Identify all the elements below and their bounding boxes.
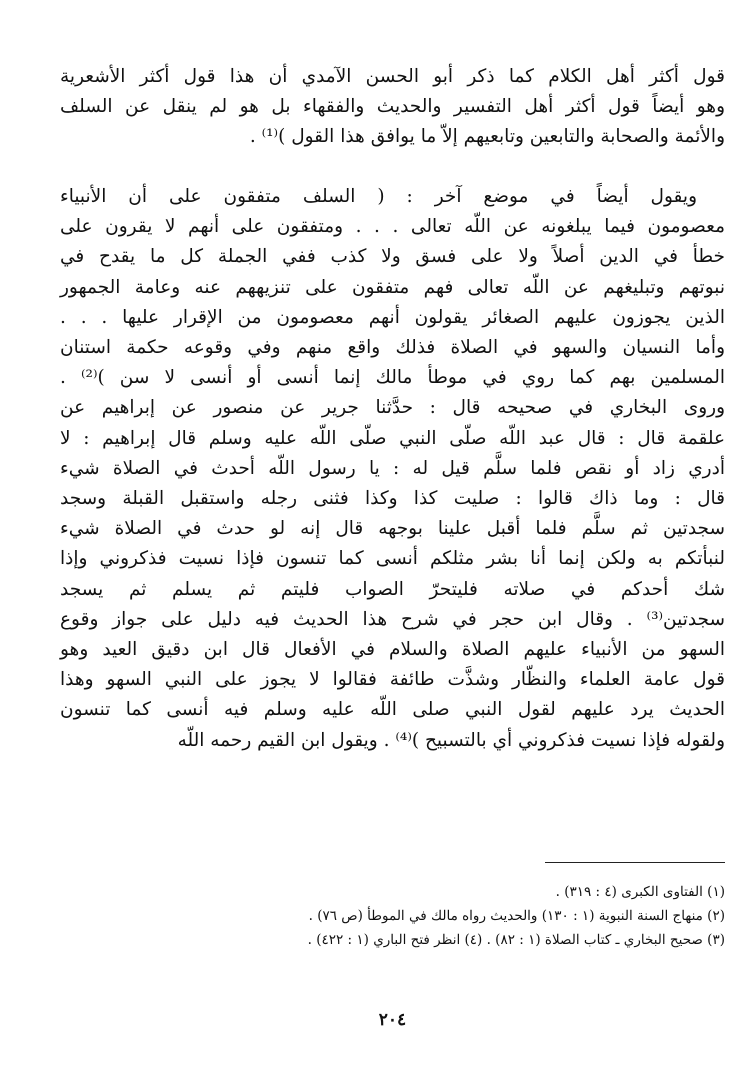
text-line: أدري زاد أو نقص فلما سلَّم قيل له : يا رسول اللّه أحدث في الصلاة شيء <box>60 457 725 479</box>
book-page <box>60 52 725 1062</box>
text-line: السهو من الأنبياء عليهم الصلاة والسلام في الأفعال قال ابن دقيق العيد وهو <box>60 639 725 661</box>
paragraph-2 <box>60 182 725 756</box>
text-line: لنبأتكم به ولكن إنما أنا بشر مثلكم أنسى كما تنسون فإذا نسيت فذكروني وإذا <box>60 548 725 570</box>
text-line: معصومون فيما يبلغونه عن اللّه تعالى . . . ومتفقون على أنهم لا يقرون على <box>60 216 725 238</box>
text-line: والأئمة والصحابة والتابعين وتابعيهم إلاّ ما يوافق هذا القول )⁽¹⁾ . <box>249 126 725 148</box>
footnote-1: (١) الفتاوى الكبرى (٤ : ٣١٩) . <box>555 884 725 900</box>
text-line: نبوتهم وتبليغهم عن اللّه تعالى فهم متفقون على تنزيههم عنه وعامة الجمهور <box>60 276 725 298</box>
paragraph-1 <box>60 62 725 153</box>
text-line: شك أحدكم في صلاته فليتحرّ الصواب فليتم ثم يسلم ثم يسجد <box>60 578 725 600</box>
text-line: المسلمين بهم كما روي في موطأ مالك إنما أنسى أو أنسى لا سن )⁽²⁾ . <box>60 367 726 389</box>
footnote-3-4: (٣) صحيح البخاري ـ كتاب الصلاة (١ : ٨٢) . (٤) انظر فتح الباري (١ : ٤٢٢) . <box>307 932 725 948</box>
text-line: الحديث يرد عليهم لقول النبي صلى اللّه عليه وسلم فيه أنسى كما تنسون <box>60 699 725 721</box>
footnote-2: (٢) منهاج السنة النبوية (١ : ١٣٠) والحديث رواه مالك في الموطأ (ص ٧٦) . <box>308 908 725 924</box>
text-line: وهو أيضاً قول أكثر أهل التفسير والحديث والفقهاء بل هو لم ينقل عن السلف <box>60 96 725 118</box>
text-line: سجدتين ثم سلَّم فلما أقبل علينا بوجهه قال إنه لو حدث في الصلاة شيء <box>60 518 725 540</box>
text-line: سجدتين⁽³⁾ . وقال ابن حجر في شرح هذا الحديث فيه دليل على جواز وقوع <box>60 608 725 630</box>
page-number: ٢٠٤ <box>378 1010 407 1030</box>
text-line: قول أكثر أهل الكلام كما ذكر أبو الحسن الآمدي أن هذا قول أكثر الأشعرية <box>60 66 725 87</box>
footnote-divider <box>545 862 725 863</box>
text-line: خطأ في الدين أصلاً ولا على فسق ولا كذب ففي الجملة كل ما يقدح في <box>60 246 725 268</box>
text-line: وروى البخاري في صحيحه قال : حدَّثنا جرير عن منصور عن إبراهيم عن <box>60 397 725 419</box>
text-line: علقمة قال : قال عبد اللّه صلّى النبي صلّى اللّه عليه وسلم قال إبراهيم : لا <box>60 427 725 449</box>
text-line: ولقوله فإذا نسيت فذكروني أي بالتسبيح )⁽⁴⁾ . ويقول ابن القيم رحمه اللّه <box>177 729 725 751</box>
text-line: قال : وما ذاك قالوا : صليت كذا وكذا فثنى رجله واستقبل القبلة وسجد <box>60 488 725 510</box>
footnotes <box>60 880 725 952</box>
text-line: ويقول أيضاً في موضع آخر : ( السلف متفقون على أن الأنبياء <box>60 186 697 207</box>
text-line: الذين يجوزون عليهم الصغائر يقولون أنهم معصومون من الإقرار عليها . . . <box>60 306 725 328</box>
text-line: قول عامة العلماء والنظّار وشذَّت طائفة فقالوا لا يجوز على النبي السهو وهذا <box>60 669 725 691</box>
text-line: وأما النسيان والسهو في الصلاة فذلك واقع منهم وفي وقوعه حكمة استنان <box>60 337 725 359</box>
